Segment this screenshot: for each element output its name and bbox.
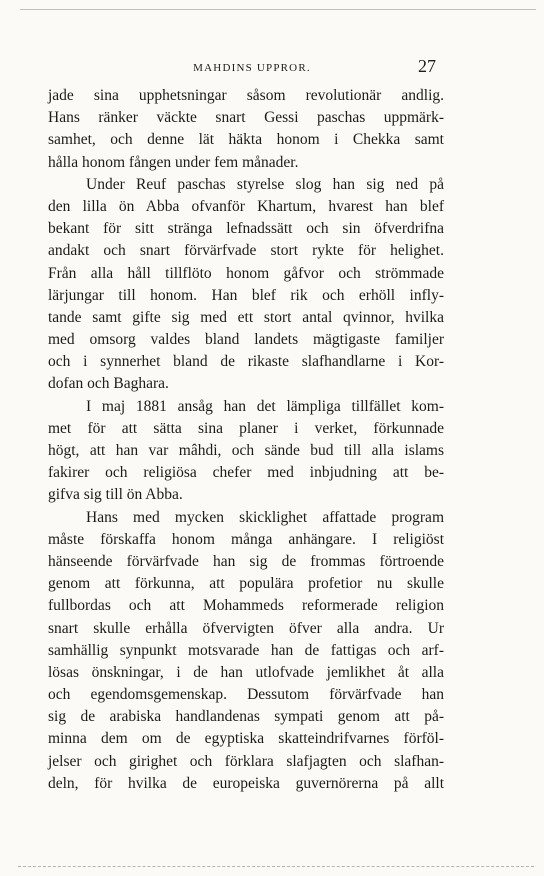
text-line: den lilla ön Abba ofvanför Khartum, hvarest han blef bbox=[48, 197, 444, 215]
text-line: lösas önskningar, i de han utlofvade jemlikhet åt alla bbox=[48, 663, 444, 681]
text-line: samhet, och denne lät häkta honom i Chekka samt bbox=[48, 131, 444, 149]
text-line: lärjungar till honom. Han blef rik och erhöll infly- bbox=[48, 286, 444, 304]
text-line: dofan och Baghara. bbox=[48, 375, 169, 393]
text-line: jelser och girighet och förklara slafjagten och slafhan- bbox=[48, 752, 444, 770]
running-head: MAHDINS UPPROR. bbox=[193, 62, 311, 74]
text-line: tande samt gifte sig med ett stort antal qvinnor, hvilka bbox=[48, 308, 444, 326]
text-line: bekant för sitt stränga lefnadssätt och sin öfverdrifna bbox=[48, 220, 444, 238]
text-line: fullbordas och att Mohammeds reformerade religion bbox=[48, 597, 444, 615]
text-line: deln, för hvilka de europeiska guvernörerna på allt bbox=[48, 774, 444, 792]
page-number: 27 bbox=[418, 56, 436, 76]
top-edge-rule bbox=[20, 9, 536, 10]
text-line: samhällig synpunkt motsvarade han de fattigas och arf- bbox=[48, 641, 444, 659]
text-line: och egendomsgemenskap. Dessutom förvärfvade han bbox=[48, 686, 444, 704]
bottom-edge-rule bbox=[18, 866, 534, 867]
text-line: minna dem om de egyptiska skatteindrifvarnes förföl- bbox=[48, 730, 444, 748]
paragraph-first-line: Under Reuf paschas styrelse slog han sig ned på bbox=[86, 175, 444, 193]
paragraph-first-line: I maj 1881 ansåg han det lämpliga tillfället kom- bbox=[86, 397, 444, 415]
text-line: gifva sig till ön Abba. bbox=[48, 486, 183, 504]
text-line: sig de arabiska handlandenas sympati genom att på- bbox=[48, 708, 444, 726]
text-line: Från alla håll tillflöto honom gåfvor och strömmade bbox=[48, 264, 444, 282]
text-line: hålla honom fången under fem månader. bbox=[48, 153, 299, 171]
text-line: fakirer och religiösa chefer med inbjudning att be- bbox=[48, 464, 444, 482]
paragraph-first-line: Hans med mycken skicklighet affattade program bbox=[86, 508, 444, 526]
text-line: måste förskaffa honom många anhängare. I religiöst bbox=[48, 530, 444, 548]
text-line: högt, att han var mâhdi, och sände bud till alla islams bbox=[48, 442, 444, 459]
text-line: och i synnerhet bland de rikaste slafhandlarne i Kor- bbox=[48, 353, 444, 371]
text-line: genom att förkunna, att populära profetior nu skulle bbox=[48, 575, 444, 593]
text-line: snart skulle erhålla öfvervigten öfver alla andra. Ur bbox=[48, 619, 444, 637]
text-line: Hans ränker väckte snart Gessi paschas uppmärk- bbox=[48, 109, 444, 127]
text-line: med omsorg valdes bland landets mägtigaste familjer bbox=[48, 331, 444, 349]
text-line: hänseende förvärfvade han sig de frommas förtroende bbox=[48, 552, 444, 570]
text-line: jade sina upphetsningar såsom revolutionär andlig. bbox=[48, 87, 444, 104]
text-line: andakt och snart förvärfvade stort rykte för helighet. bbox=[48, 242, 444, 260]
text-line: met för att sätta sina planer i verket, förkunnade bbox=[48, 419, 444, 437]
body-text bbox=[48, 85, 444, 795]
